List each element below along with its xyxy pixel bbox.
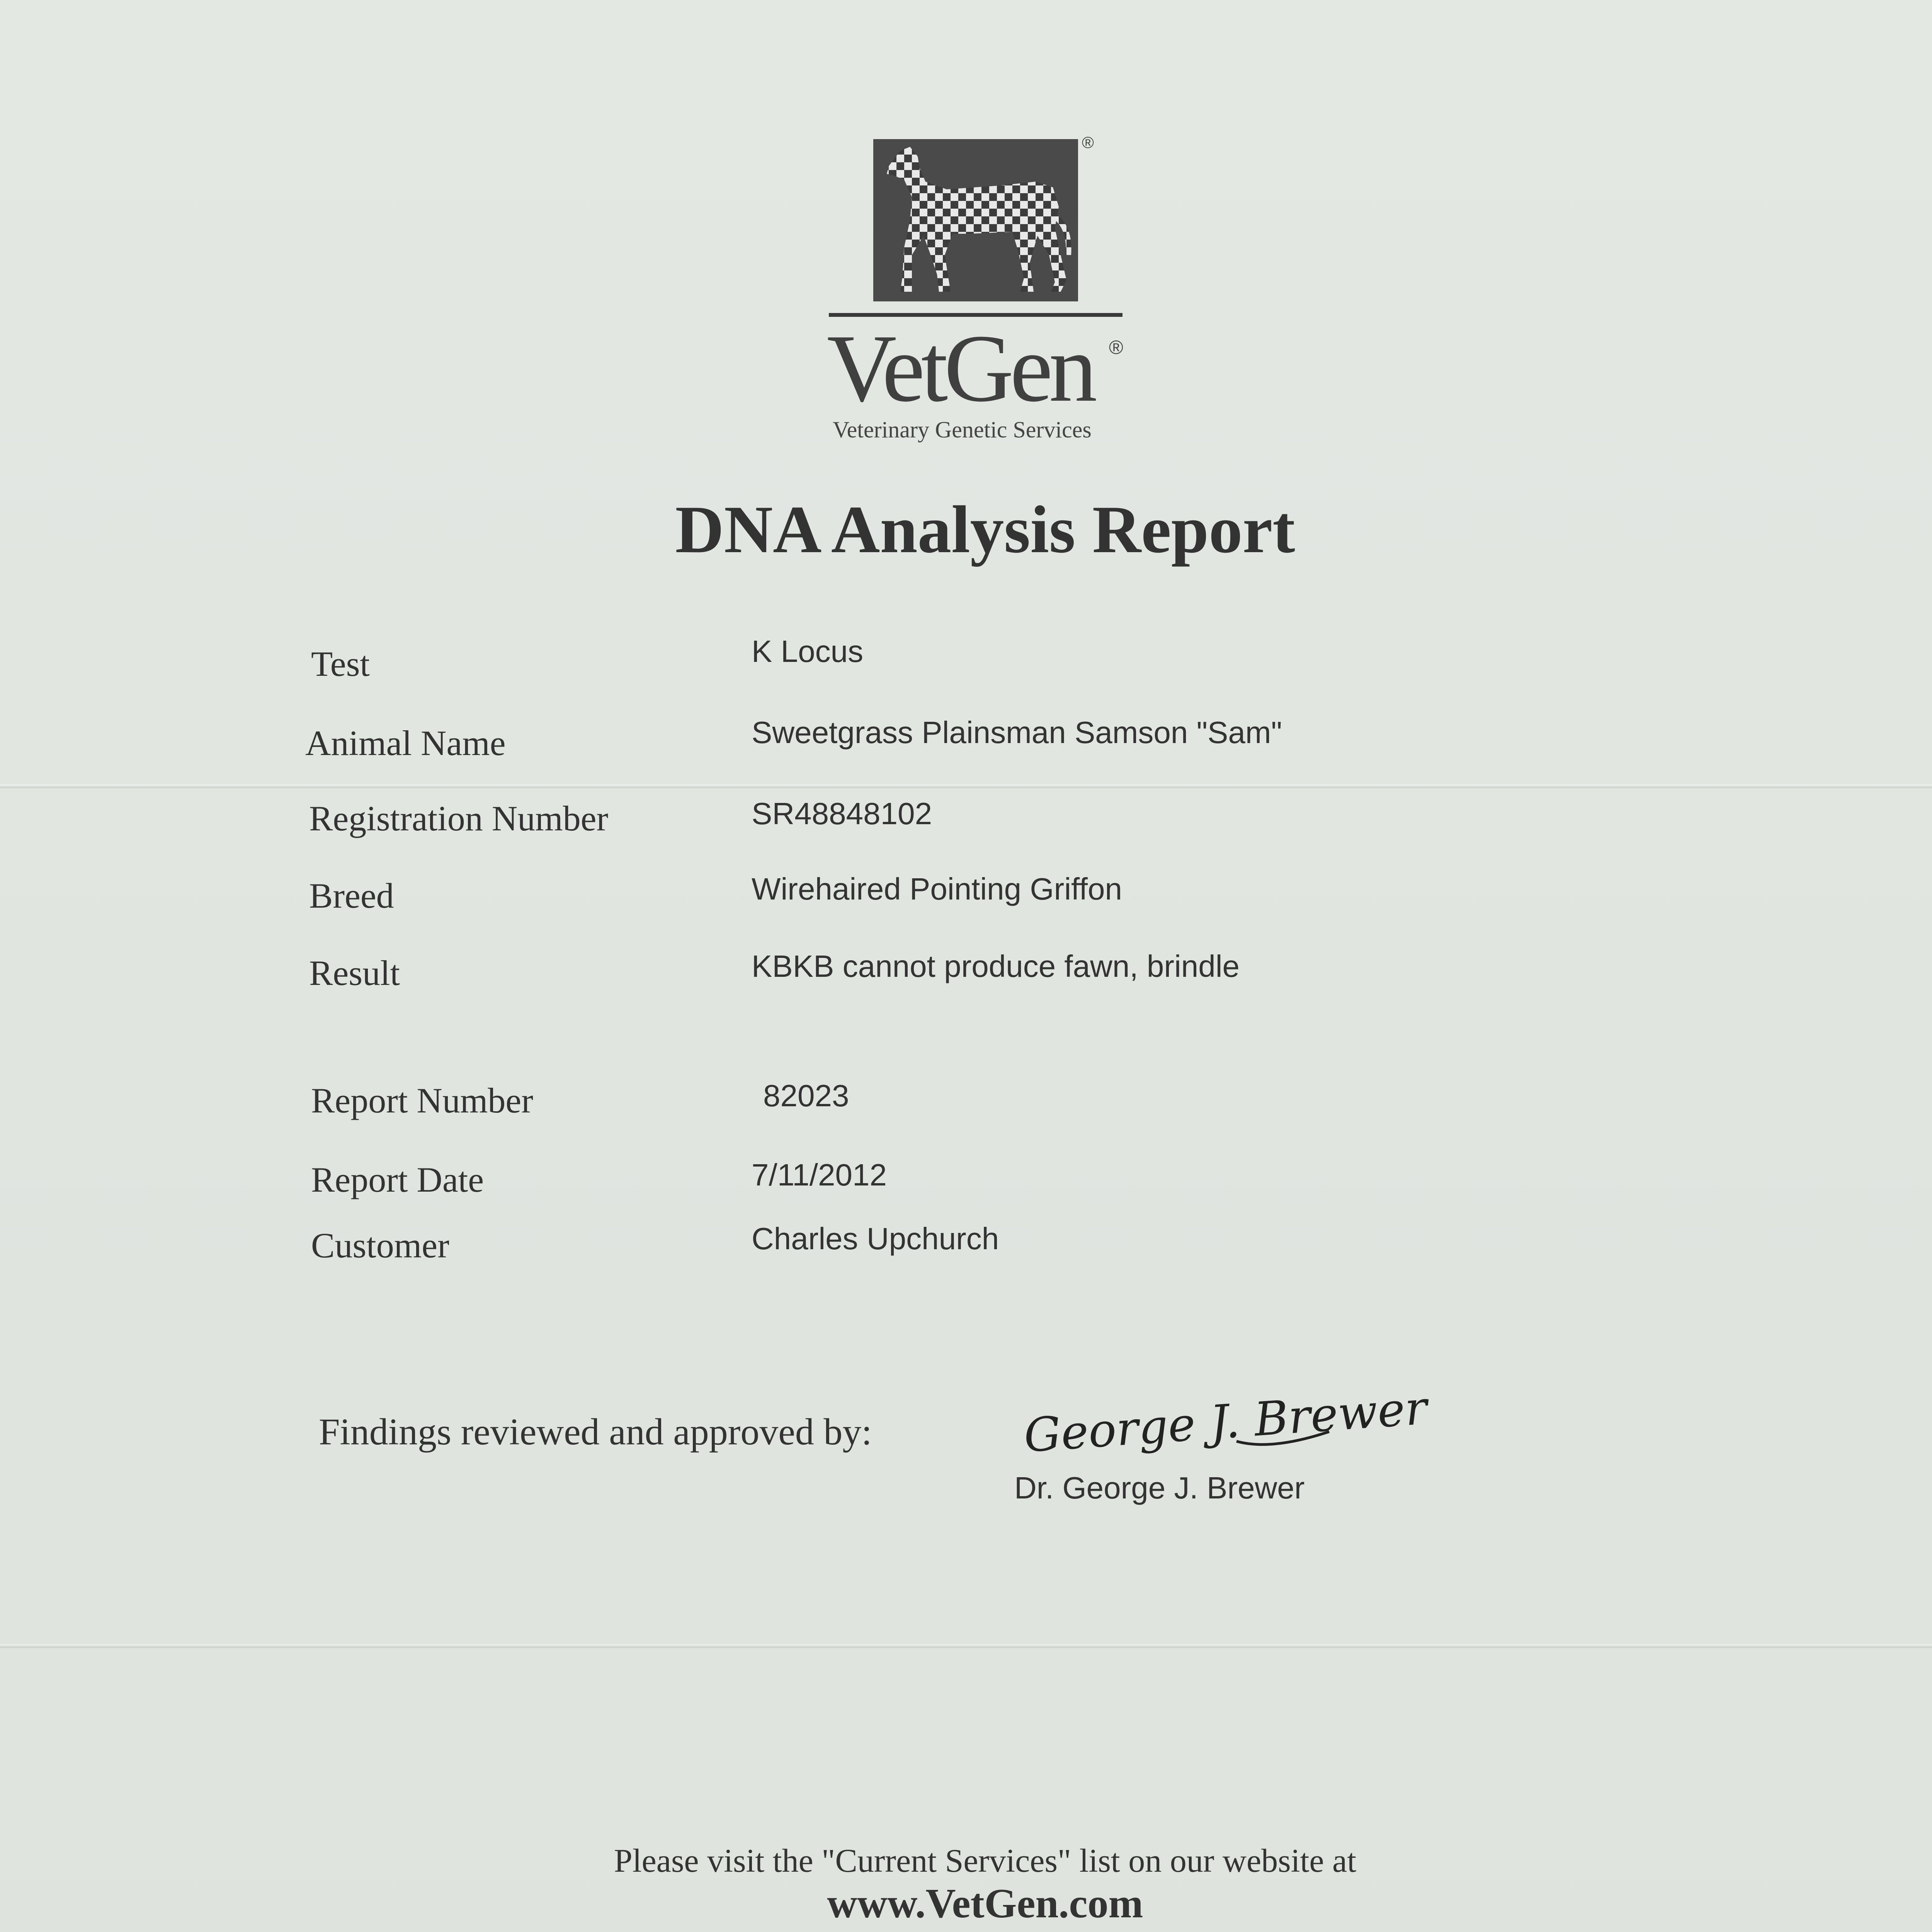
field-value-customer: Charles Upchurch bbox=[752, 1221, 999, 1256]
page-title: DNA Analysis Report bbox=[675, 492, 1295, 567]
logo-tagline: Veterinary Genetic Services bbox=[833, 417, 1092, 442]
registered-mark: ® bbox=[1082, 133, 1094, 151]
vetgen-wordmark: VetGen bbox=[827, 315, 1094, 422]
field-value-registration-number: SR48848102 bbox=[752, 796, 932, 831]
svg-text:George J. Brewer: George J. Brewer bbox=[1022, 1381, 1429, 1463]
paper-fold-upper bbox=[0, 784, 1932, 788]
field-label-result: Result bbox=[309, 953, 400, 993]
website-link[interactable]: www.VetGen.com bbox=[827, 1881, 1143, 1927]
wordmark-registered-mark: ® bbox=[1109, 337, 1123, 358]
signature bbox=[1020, 1381, 1429, 1472]
dog-icon bbox=[873, 139, 1078, 301]
signer-name: Dr. George J. Brewer bbox=[1014, 1471, 1305, 1505]
field-value-report-number: 82023 bbox=[763, 1078, 849, 1113]
field-label-report-date: Report Date bbox=[311, 1160, 484, 1199]
field-label-customer: Customer bbox=[311, 1226, 449, 1265]
field-value-test: K Locus bbox=[752, 634, 864, 668]
field-value-animal-name: Sweetgrass Plainsman Samson "Sam" bbox=[752, 715, 1282, 750]
services-notice-line: Please visit the "Current Services" list on our website at bbox=[614, 1842, 1357, 1879]
field-label-test: Test bbox=[311, 644, 370, 684]
paper-fold-lower bbox=[0, 1644, 1932, 1648]
field-value-report-date: 7/11/2012 bbox=[752, 1158, 887, 1192]
approval-label: Findings reviewed and approved by: bbox=[319, 1411, 872, 1453]
field-value-breed: Wirehaired Pointing Griffon bbox=[752, 872, 1122, 906]
field-value-result: KBKB cannot produce fawn, brindle bbox=[752, 949, 1240, 983]
field-label-report-number: Report Number bbox=[311, 1081, 533, 1120]
field-label-animal-name: Animal Name bbox=[305, 723, 506, 763]
field-label-breed: Breed bbox=[309, 876, 394, 915]
vetgen-dog-logo bbox=[873, 139, 1078, 301]
field-label-registration-number: Registration Number bbox=[309, 799, 609, 838]
